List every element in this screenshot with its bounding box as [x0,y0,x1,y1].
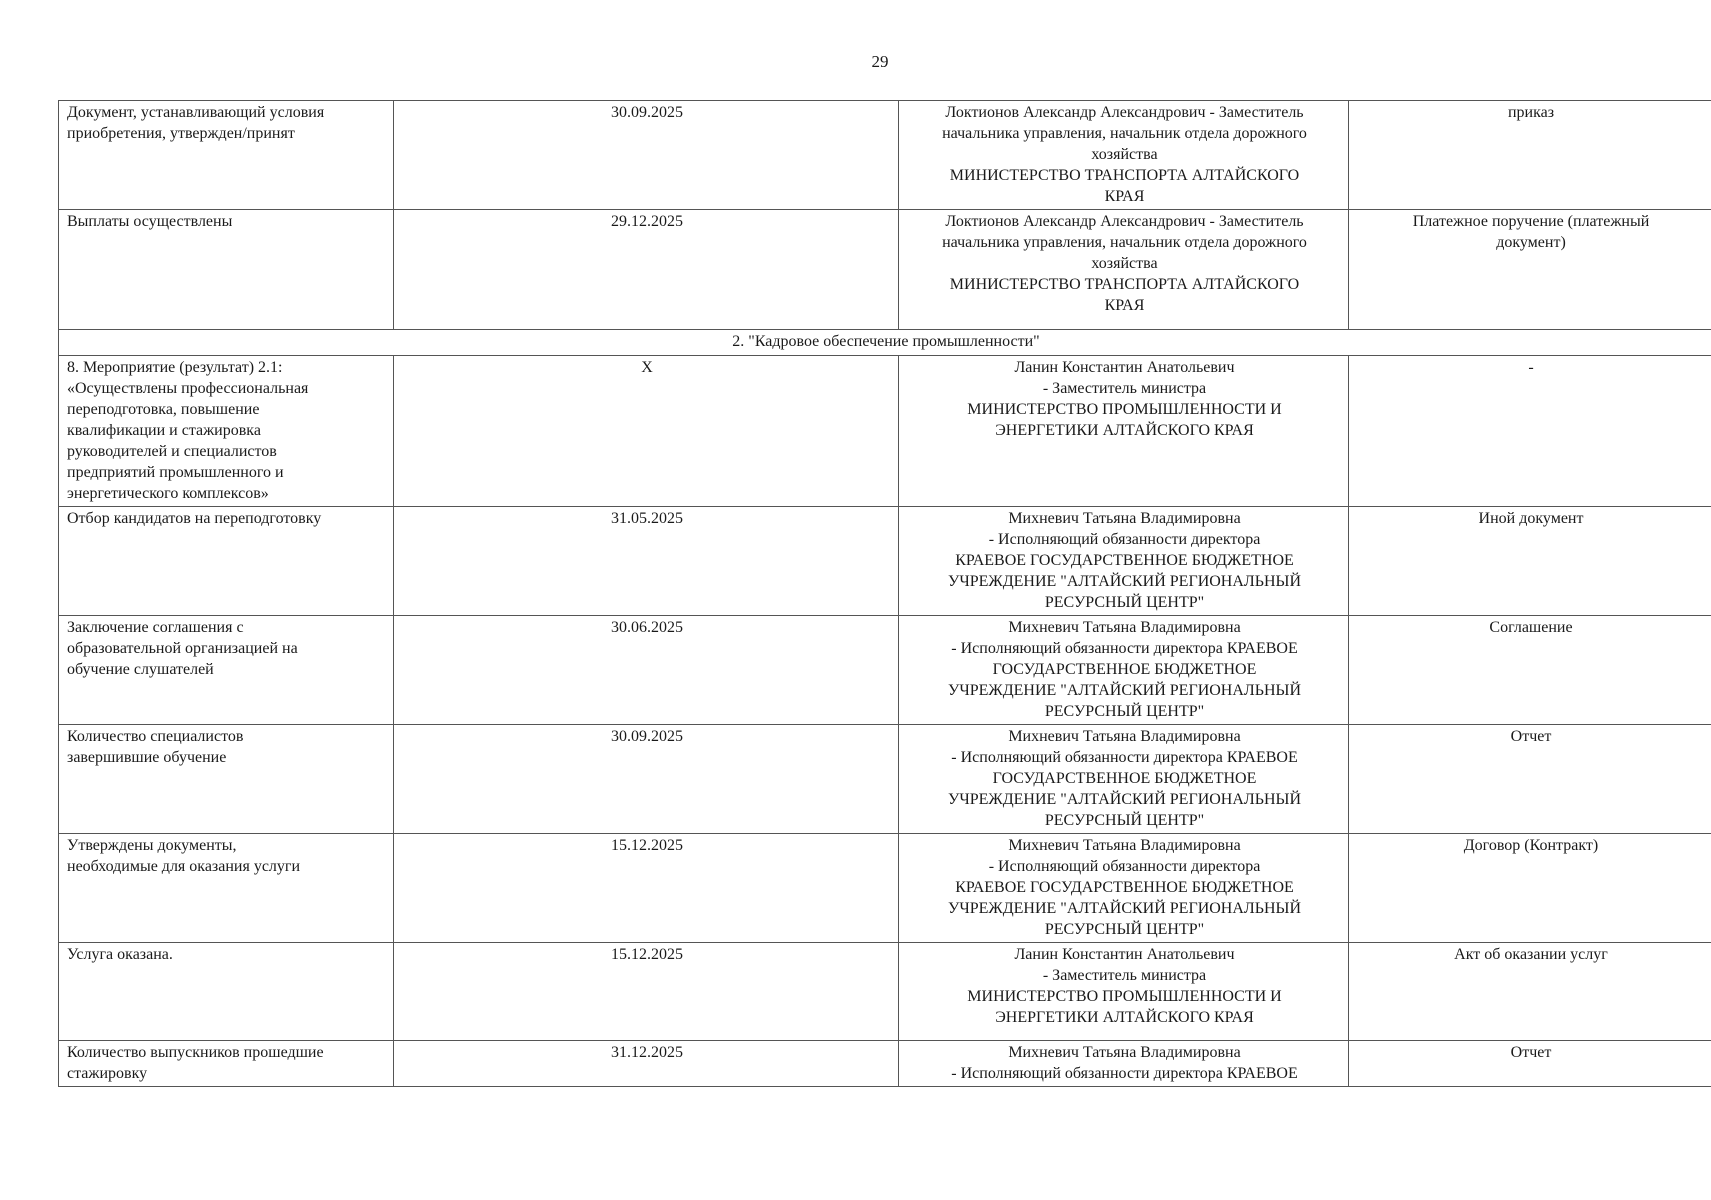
responsible-cell-line: - Заместитель министра [1042,967,1207,984]
document-type-cell [1349,616,1711,725]
responsible-cell-line: Михневич Татьяна Владимировна [1008,510,1241,527]
document-type-cell [1349,725,1711,834]
document-type-cell-line: приказ [1507,104,1555,121]
responsible-cell [899,101,1349,210]
event-name-cell-line: «Осуществлены профессиональная [67,380,309,397]
responsible-cell [899,616,1349,725]
event-name-cell-line: энергетического комплексов» [67,485,269,502]
event-name-cell-line: обучение слушателей [67,661,214,678]
event-name-cell-line: приобретения, утвержден/принят [67,125,295,142]
event-name-cell-line: Утверждены документы, [67,837,237,854]
event-name-cell-line: Услуга оказана. [67,946,173,963]
responsible-cell [899,356,1349,507]
event-name-cell [59,507,394,616]
responsible-cell-line: МИНИСТЕРСТВО ПРОМЫШЛЕННОСТИ И [967,401,1282,418]
date-cell: 31.12.2025 [394,1041,899,1087]
document-type-cell-line: Платежное поручение (платежный [1412,213,1650,230]
responsible-cell [899,210,1349,330]
responsible-cell-line: ГОСУДАРСТВЕННОЕ БЮДЖЕТНОЕ [992,661,1257,678]
event-name-cell [59,356,394,507]
date-cell: 15.12.2025 [394,834,899,943]
event-name-cell [59,943,394,1041]
table-row [59,507,1711,616]
event-name-cell-line: руководителей и специалистов [67,443,277,460]
event-name-cell-line: Отбор кандидатов на переподготовку [67,510,322,527]
responsible-cell-line: РЕСУРСНЫЙ ЦЕНТР" [1044,703,1205,720]
document-type-cell-line: Акт об оказании услуг [1454,946,1608,963]
table-row [59,356,1711,507]
document-type-cell-line: Отчет [1510,1044,1552,1061]
table-row [59,101,1711,210]
responsible-cell-line: УЧРЕЖДЕНИЕ "АЛТАЙСКИЙ РЕГИОНАЛЬНЫЙ [947,791,1302,808]
responsible-cell-line: начальника управления, начальник отдела дорожного [942,234,1307,251]
responsible-cell [899,943,1349,1041]
responsible-cell-line: хозяйства [1091,255,1158,272]
table-row [59,943,1711,1041]
responsible-cell-line: КРАЕВОЕ ГОСУДАРСТВЕННОЕ БЮДЖЕТНОЕ [955,552,1294,569]
event-name-cell [59,616,394,725]
responsible-cell-line: Ланин Константин Анатольевич [1014,359,1235,376]
document-type-cell [1349,356,1711,507]
event-name-cell [59,1041,394,1087]
responsible-cell [899,507,1349,616]
responsible-cell-line: КРАЯ [1104,188,1145,205]
responsible-cell-line: МИНИСТЕРСТВО ПРОМЫШЛЕННОСТИ И [967,988,1282,1005]
document-type-cell-line: документ) [1496,234,1566,251]
event-name-cell-line: необходимые для оказания услуги [67,858,301,875]
event-name-cell-line: образовательной организацией на [67,640,298,657]
event-name-cell-line: Количество выпускников прошедшие [67,1044,324,1061]
document-type-cell [1349,507,1711,616]
document-type-cell-line: Соглашение [1489,619,1573,636]
event-name-cell-line: переподготовка, повышение [67,401,260,418]
responsible-cell-line: Михневич Татьяна Владимировна [1008,728,1241,745]
responsible-cell-line: ЭНЕРГЕТИКИ АЛТАЙСКОГО КРАЯ [995,422,1254,439]
responsible-cell [899,1041,1349,1087]
event-name-cell-line: предприятий промышленного и [67,464,284,481]
responsible-cell-line: Михневич Татьяна Владимировна [1008,619,1241,636]
document-type-cell-line: - [1528,359,1534,376]
responsible-cell-line: КРАЕВОЕ ГОСУДАРСТВЕННОЕ БЮДЖЕТНОЕ [955,879,1294,896]
responsible-cell-line: - Заместитель министра [1042,380,1207,397]
table-row [59,834,1711,943]
event-name-cell [59,210,394,330]
event-name-cell-line: Заключение соглашения с [67,619,244,636]
date-cell: 30.09.2025 [394,101,899,210]
responsible-cell-line: УЧРЕЖДЕНИЕ "АЛТАЙСКИЙ РЕГИОНАЛЬНЫЙ [947,573,1302,590]
date-cell: 30.06.2025 [394,616,899,725]
plan-table [58,100,1711,1087]
event-name-cell [59,101,394,210]
document-type-cell [1349,1041,1711,1087]
section-heading: 2. "Кадровое обеспечение промышленности" [59,330,1711,356]
responsible-cell-line: РЕСУРСНЫЙ ЦЕНТР" [1044,812,1205,829]
table-row [59,725,1711,834]
responsible-cell-line: Ланин Константин Анатольевич [1014,946,1235,963]
responsible-cell-line: РЕСУРСНЫЙ ЦЕНТР" [1044,921,1205,938]
document-type-cell [1349,834,1711,943]
responsible-cell-line: начальника управления, начальник отдела дорожного [942,125,1307,142]
responsible-cell-line: хозяйства [1091,146,1158,163]
responsible-cell [899,834,1349,943]
document-type-cell-line: Иной документ [1478,510,1584,527]
event-name-cell-line: квалификации и стажировка [67,422,261,439]
document-type-cell [1349,101,1711,210]
event-name-cell-line: 8. Мероприятие (результат) 2.1: [67,359,283,376]
event-name-cell-line: стажировку [67,1065,148,1082]
date-cell: 31.05.2025 [394,507,899,616]
responsible-cell-line: УЧРЕЖДЕНИЕ "АЛТАЙСКИЙ РЕГИОНАЛЬНЫЙ [947,900,1302,917]
responsible-cell-line: - Исполняющий обязанности директора КРАЕВОЕ [951,749,1298,766]
responsible-cell-line: - Исполняющий обязанности директора [988,858,1261,875]
event-name-cell [59,725,394,834]
date-cell: X [394,356,899,507]
section-row [59,330,1711,356]
responsible-cell-line: КРАЯ [1104,297,1145,314]
document-type-cell-line: Договор (Контракт) [1463,837,1599,854]
responsible-cell-line: - Исполняющий обязанности директора КРАЕВОЕ [951,1065,1298,1082]
responsible-cell-line: ГОСУДАРСТВЕННОЕ БЮДЖЕТНОЕ [992,770,1257,787]
responsible-cell-line: - Исполняющий обязанности директора КРАЕВОЕ [951,640,1298,657]
table-row [59,210,1711,330]
responsible-cell-line: - Исполняющий обязанности директора [988,531,1261,548]
responsible-cell-line: МИНИСТЕРСТВО ТРАНСПОРТА АЛТАЙСКОГО [949,167,1300,184]
responsible-cell-line: Михневич Татьяна Владимировна [1008,837,1241,854]
document-type-cell [1349,210,1711,330]
table-row [59,1041,1711,1087]
document-type-cell-line: Отчет [1510,728,1552,745]
table-row [59,616,1711,725]
responsible-cell-line: ЭНЕРГЕТИКИ АЛТАЙСКОГО КРАЯ [995,1009,1254,1026]
page-number: 29 [871,52,889,71]
responsible-cell [899,725,1349,834]
responsible-cell-line: УЧРЕЖДЕНИЕ "АЛТАЙСКИЙ РЕГИОНАЛЬНЫЙ [947,682,1302,699]
responsible-cell-line: РЕСУРСНЫЙ ЦЕНТР" [1044,594,1205,611]
responsible-cell-line: Локтионов Александр Александрович - Заместитель [945,104,1304,121]
responsible-cell-line: Михневич Татьяна Владимировна [1008,1044,1241,1061]
event-name-cell-line: Количество специалистов [67,728,244,745]
event-name-cell [59,834,394,943]
table-body [59,101,1711,1087]
document-type-cell [1349,943,1711,1041]
responsible-cell-line: МИНИСТЕРСТВО ТРАНСПОРТА АЛТАЙСКОГО [949,276,1300,293]
event-name-cell-line: Выплаты осуществлены [67,213,233,230]
responsible-cell-line: Локтионов Александр Александрович - Заместитель [945,213,1304,230]
date-cell: 15.12.2025 [394,943,899,1041]
event-name-cell-line: Документ, устанавливающий условия [67,104,325,121]
date-cell: 30.09.2025 [394,725,899,834]
date-cell: 29.12.2025 [394,210,899,330]
event-name-cell-line: завершившие обучение [67,749,227,766]
